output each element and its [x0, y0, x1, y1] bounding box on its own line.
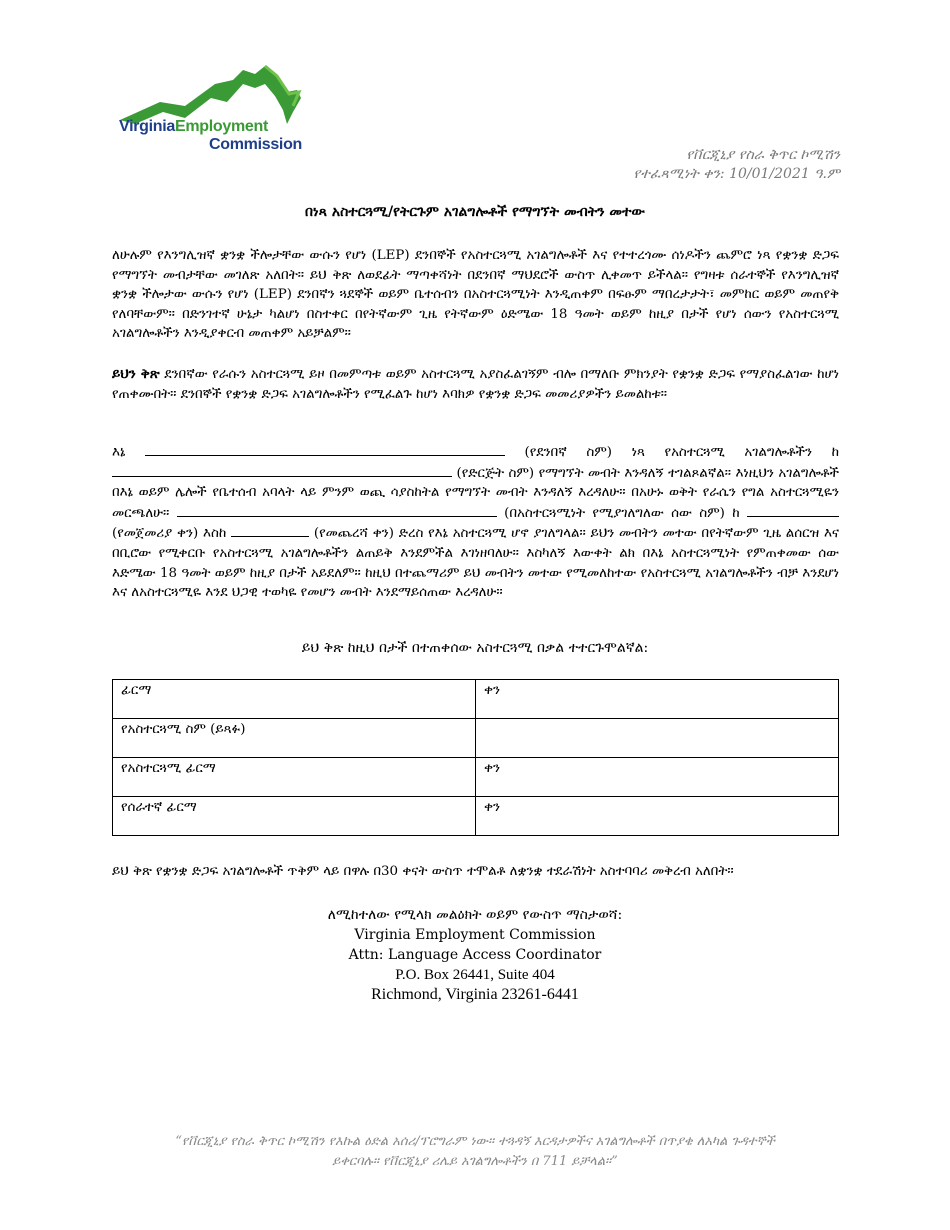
header-info	[634, 146, 840, 184]
organization-name-field[interactable]	[112, 463, 452, 477]
signature-table	[112, 679, 839, 836]
interpreter-printed-name-cell[interactable]: የአስተርጓሚ ስም (ይጻፉ)	[113, 719, 476, 758]
waiver-text-1: እኔ	[112, 445, 126, 460]
logo-commission: Commission	[209, 136, 303, 153]
client-date-cell[interactable]: ቀን	[476, 680, 839, 719]
translation-statement: ይህ ቅጽ ከዚህ በታች በተጠቀሰው አስተርጓሚ በቃል ተተርጉሞልኛል:	[301, 640, 649, 656]
table-row	[113, 719, 839, 758]
vec-logo	[115, 62, 315, 162]
waiver-text-3: (የድርጅት ስም) የማግኘት መብት እንዳለኝ ተገልጾልኛል። እነዚህን አገልግሎቶች በእኔ ወይም ሌሎች የቤተሰብ አባላት ላይ ምንም ወጪ ሳያስከትል የማግኘት መብት እንዳለኝ እረዳለሁ። በአሁኑ ወቅት የራሴን የግል አስተርጓሚዬን መርጫለሁ።	[112, 465, 840, 521]
empty-cell[interactable]	[476, 719, 839, 758]
footer-line-2: ይቀርባሉ። የቨርጂኒያ ሪሌይ አገልግሎቶችን በ 711 ይቻላል።”	[332, 1154, 618, 1169]
waiver-text-4: (በአስተርጓሚነት የሚያገለግለው ሰው ስም) ከ	[504, 505, 740, 521]
start-date-field[interactable]	[747, 503, 839, 517]
contact-attention: Attn: Language Access Coordinator	[348, 947, 602, 963]
contact-po-box: P.O. Box 26441, Suite 404	[395, 967, 555, 983]
staff-date-cell[interactable]: ቀን	[476, 797, 839, 836]
waiver-text-2: (የደንበኛ ስም) ነጻ የአስተርጓሚ አገልግሎቶችን ከ	[524, 445, 839, 460]
interpreter-signature-cell[interactable]: የአስተርጓሚ ፊርማ	[113, 758, 476, 797]
submission-note: ይህ ቅጽ የቋንቋ ድጋፍ አገልግሎቶች ጥቅም ላይ በዋሉ በ30 ቀናት ውስጥ ተሞልቶ ለቋንቋ ተደራሽነት አስተባባሪ መቅረብ አለበት።	[112, 864, 734, 879]
client-name-field[interactable]	[145, 442, 505, 456]
logo-virginia: Virginia	[119, 118, 175, 135]
staff-signature-cell[interactable]: የሰራተኛ ፊርማ	[113, 797, 476, 836]
table-row	[113, 797, 839, 836]
table-row	[113, 758, 839, 797]
contact-organization: Virginia Employment Commission	[354, 927, 596, 943]
client-signature-cell[interactable]: ፊርማ	[113, 680, 476, 719]
usage-text: ደንበኛው የራሱን አስተርጓሚ ይዞ በመምጣቱ ወይም አስተርጓሚ አያስፈልገኝም ብሎ በማለቡ ምክንያት የቋንቋ ድጋፍ የማያስፈልገው ከሆነ የጠቀሙበት። ደንበኞች የቋንቋ ድጋፍ አገልግሎቶችን የሚፈልጉ ከሆነ እባክዎ የቋንቋ ድጋፍ መመሪያዎችን ይመልከቱ።	[112, 367, 839, 402]
usage-bold-lead: ይህን ቅጽ	[112, 366, 160, 382]
page-title: በነጻ አስተርጓሚ/የትርጉም አገልግሎቶች የማግኘት መብትን መተው	[305, 204, 645, 220]
usage-paragraph	[112, 365, 839, 404]
intro-paragraph: ለሁሉም የእንግሊዝኛ ቋንቋ ችሎታቸው ውሱን የሆነ (LEP) ደንበኞች የአስተርጓሚ አገልግሎቶች እና የተተረጎሙ ሰነዶችን ጨምሮ ነጻ የቋንቋ ድጋፍ የማግኘት መብታቸው መገለጽ አለበት። ይህ ቅጽ ለወደፊት ማጣቀሻነት በደንበኛ ማህደሮች ውስጥ ሊቀመጥ ይችላል። የግዛቱ ሰራተኞች የእንግሊዝኛ ቋንቋ ችሎታው ውሱን የሆነ (LEP) ደንበኛን ጓደኞች ወይም ቤተሰብን በአስተርጓሚነት እንዲጠቀም በፍፁም ማበረታታት፣ መምከር ወይም መጠየቅ የለባቸውም። በድንገተኛ ሁኔታ ካልሆነ በስተቀር በየትኛውም ጊዜ የትኛውም ዕድሜው 18 ዓመት ወይም ከዚያ በታች የሆነ ሰውን የአስተርጓሚ አገልግሎቶችን እንዲያቀርብ መጠቀም አይቻልም።	[112, 248, 839, 342]
table-row	[113, 680, 839, 719]
waiver-text-5: (የመጀመሪያ ቀን) እስከ	[112, 526, 227, 542]
waiver-paragraph	[112, 442, 839, 603]
logo-employment: Employment	[175, 118, 269, 135]
interpreter-date-cell[interactable]: ቀን	[476, 758, 839, 797]
header-effective-date: የተፈጻሚነት ቀን: 10/01/2021 ዓ.ም	[633, 166, 840, 182]
footer-eeo-statement	[0, 1132, 950, 1172]
waiver-text-6: (የመጨረሻ ቀን) ድረስ የእኔ አስተርጓሚ ሆኖ ያገለግላል። ይህን መብትን መተው በየትኛውም ጊዜ ልሰርዝ እና በቢሮው የሚቀርቡ የአስተርጓሚ አገልግሎቶችን ልጠይቅ እንደምችል እገነዘባለሁ። እስካለኝ እውቀት ልክ በእኔ አስተርጓሚነት የምጠቀመው ሰው እድሜው 18 ዓመት ወይም ከዚያ በታች አይደለም። ከዚህ በተጨማሪም ይህ መብትን መተው የሚመለከተው የአስተርጓሚ አገልግሎቶችን ብቻ እንደሆነ እና ለአስተርጓሚዬ እንደ ህጋዊ ተወካዬ የመሆን መብት እንደማይሰጠው እረዳለሁ።	[112, 526, 839, 601]
header-org: የቨርጂኒያ የስራ ቅጥር ኮሚሽን	[686, 147, 840, 163]
contact-city: Richmond, Virginia 23261-6441	[371, 986, 579, 1003]
contact-block	[0, 905, 950, 1005]
interpreter-name-field[interactable]	[177, 503, 497, 517]
contact-intro: ለሚከተለው የሚላክ መልዕክት ወይም የውስጥ ማስታወሻ:	[327, 907, 623, 923]
end-date-field[interactable]	[231, 523, 309, 537]
footer-line-1: “የቨርጂኒያ የስራ ቅጥር ኮሚሽን የእኩል ዕድል አሰሪ/ፕሮግራም ነው። ተጓዳኝ እርዳታዎችና አገልግሎቶች በጥያቄ ለአካል ጉዳተኞች	[175, 1134, 775, 1149]
